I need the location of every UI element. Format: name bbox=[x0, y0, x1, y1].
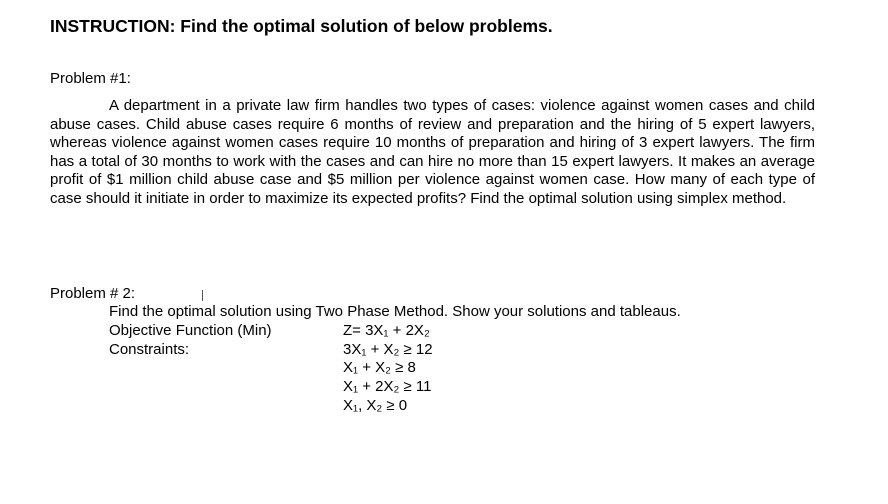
problem-2-label: Problem # 2: bbox=[50, 285, 136, 302]
text-cursor-mark bbox=[202, 290, 203, 301]
constraints-label: Constraints: bbox=[109, 341, 190, 358]
problem-1-text: A department in a private law firm handles two types of cases: violence against women cases and child abuse cases. Child abuse cases require 6 months of review and preparation and the hiring of 5 expert lawyers, whereas violence against women cases require 10 months of preparation and hiring of 3 expert lawyers. The firm has a total of 30 months to work with the cases and can hire no more than 15 expert lawyers. It makes an average profit of $1 million child abuse case and $5 million per violence against women case. How many of each type of case should it initiate in order to maximize its expected profits? Find the optimal solution using simplex method. bbox=[50, 97, 815, 207]
instruction-heading: INSTRUCTION: Find the optimal solution of below problems. bbox=[50, 16, 553, 36]
constraint-1: 3X₁ + X₂ ≥ 12 bbox=[343, 341, 433, 358]
constraint-3: X₁ + 2X₂ ≥ 11 bbox=[343, 378, 432, 395]
non-negativity-constraint: X₁, X₂ ≥ 0 bbox=[343, 397, 408, 414]
constraint-2: X₁ + X₂ ≥ 8 bbox=[343, 359, 416, 376]
objective-equation: Z= 3X₁ + 2X₂ bbox=[343, 322, 430, 339]
problem-2-intro: Find the optimal solution using Two Phase Method. Show your solutions and tableaus. bbox=[109, 303, 681, 320]
problem-1-label: Problem #1: bbox=[50, 70, 131, 87]
objective-function-label: Objective Function (Min) bbox=[109, 322, 272, 339]
